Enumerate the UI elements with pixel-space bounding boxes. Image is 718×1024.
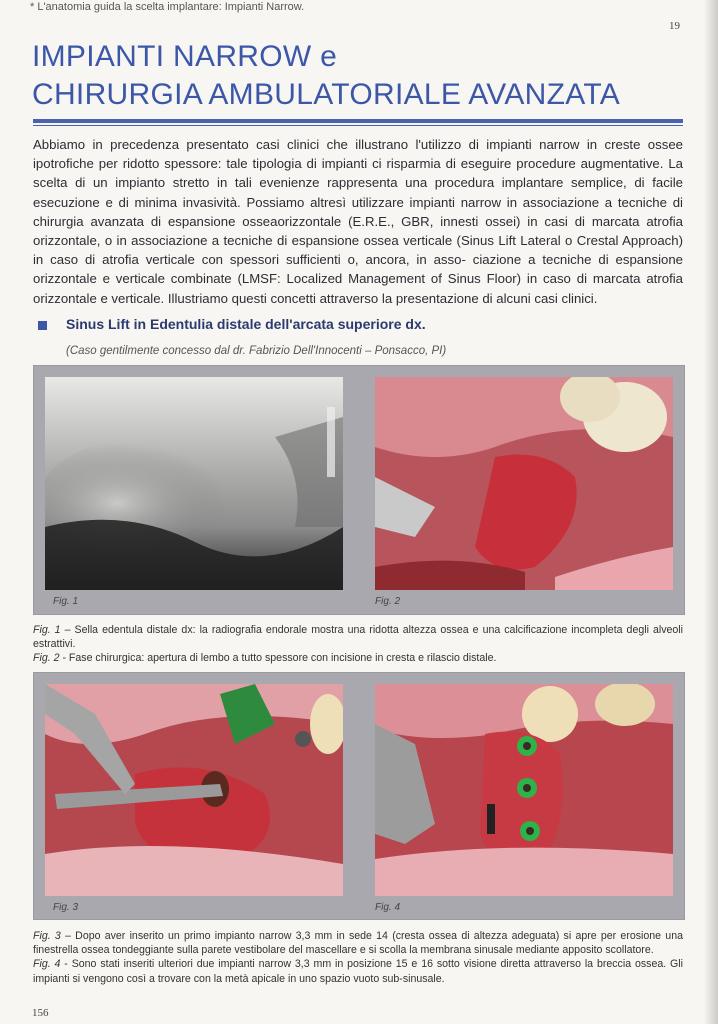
page-title [32, 38, 620, 114]
surgical-photo-window [45, 684, 343, 896]
figure-panel-top [33, 365, 685, 615]
fig4-photo [375, 684, 673, 896]
running-head: * L'anatomia guida la scelta implantare: Impianti Narrow. [30, 1, 305, 13]
section-heading: Sinus Lift in Edentulia distale dell'arcata superiore dx. [66, 316, 426, 332]
fig3-label: Fig. 3 [53, 902, 79, 913]
title-rule-thin [33, 125, 683, 126]
caption-fig1-2 [33, 623, 683, 666]
title-line-1: IMPIANTI NARROW e [32, 40, 338, 73]
case-credit: (Caso gentilmente concesso dal dr. Fabrizio Dell'Innocenti – Ponsacco, PI) [66, 345, 447, 357]
page-number-top: 19 [669, 20, 680, 32]
caption1-text: – Sella edentula distale dx: la radiografia endorale mostra una ridotta altezza ossea e una calcificazione incompleta degli alveoli estrattivi. [33, 624, 683, 651]
fig2-photo [375, 377, 673, 590]
fig2-label: Fig. 2 [375, 596, 401, 607]
square-bullet-icon [38, 321, 47, 330]
caption2-text: - Fase chirurgica: apertura di lembo a tutto spessore con incisione in cresta e rilascio distale. [59, 652, 497, 665]
caption4-text: - Sono stati inseriti ulteriori due impianti narrow 3,3 mm in posizione 15 e 16 sotto visione diretta attraverso la breccia ossea. Gli impianti si vengono così a trovare con la metà apicale in uno spazio vuoto sub-sinusale. [33, 958, 684, 985]
fig1-label: Fig. 1 [53, 596, 79, 607]
title-line-2: CHIRURGIA AMBULATORIALE AVANZATA [32, 78, 621, 111]
intro-paragraph: Abbiamo in precedenza presentato casi clinici che illustrano l'utilizzo di impianti narrow in creste ossee ipotrofiche per ridotto spessore: tale tipologia di impianti ci risparmia di eseguire procedure augmentative. La scelta di un impianto stretto in tali evenienze rappresenta una procedura implantare semplice, di facile esecuzione e di minima invasività. Possiamo altresì utilizzare impianti narrow in associazione a tecniche di chirurgia avanzata di espansione osseaorizzontale (E.R.E., GBR, innesti ossei) in casi di marcata atrofia orizzontale, o in associazione a tecniche di espansione ossea verticale (Sinus Lift Lateral o Crestal Approach) in caso di atrofia verticale con spessori sufficienti o, ancora, in asso- ciazione a tecniche di espansione orizzontale e verticale combinate (LMSF: Localized Management of Sinus Floor) in caso di marcata atrofia orizzontale e verticale. Illustriamo questi concetti attraverso la presentazione di alcuni casi clinici. [33, 137, 683, 306]
page-number-bottom: 156 [32, 1007, 49, 1019]
caption4-label: Fig. 4 [33, 958, 61, 971]
caption3-label: Fig. 3 [33, 930, 61, 942]
caption1-label: Fig. 1 [33, 624, 61, 636]
figure-panel-bottom [33, 672, 685, 920]
surgical-photo-implants [375, 684, 673, 896]
caption2-label: Fig. 2 [33, 652, 60, 665]
surgical-photo-flap [375, 377, 673, 590]
fig3-photo [45, 684, 343, 896]
radiograph-image [45, 377, 343, 590]
fig4-label: Fig. 4 [375, 902, 401, 913]
page-edge-shadow [704, 0, 718, 1024]
fig1-radiograph [45, 377, 343, 590]
caption-fig3-4 [33, 929, 683, 986]
caption3-text: – Dopo aver inserito un primo impianto narrow 3,3 mm in sede 14 (cresta ossea di altezza adeguata) si apre per erosione una finestrella ossea tondeggiante sulla parete vestibolare del mascellare e si scolla la membrana sinusale mediante apposito scollatore. [33, 930, 683, 957]
title-rule-thick [33, 119, 683, 123]
